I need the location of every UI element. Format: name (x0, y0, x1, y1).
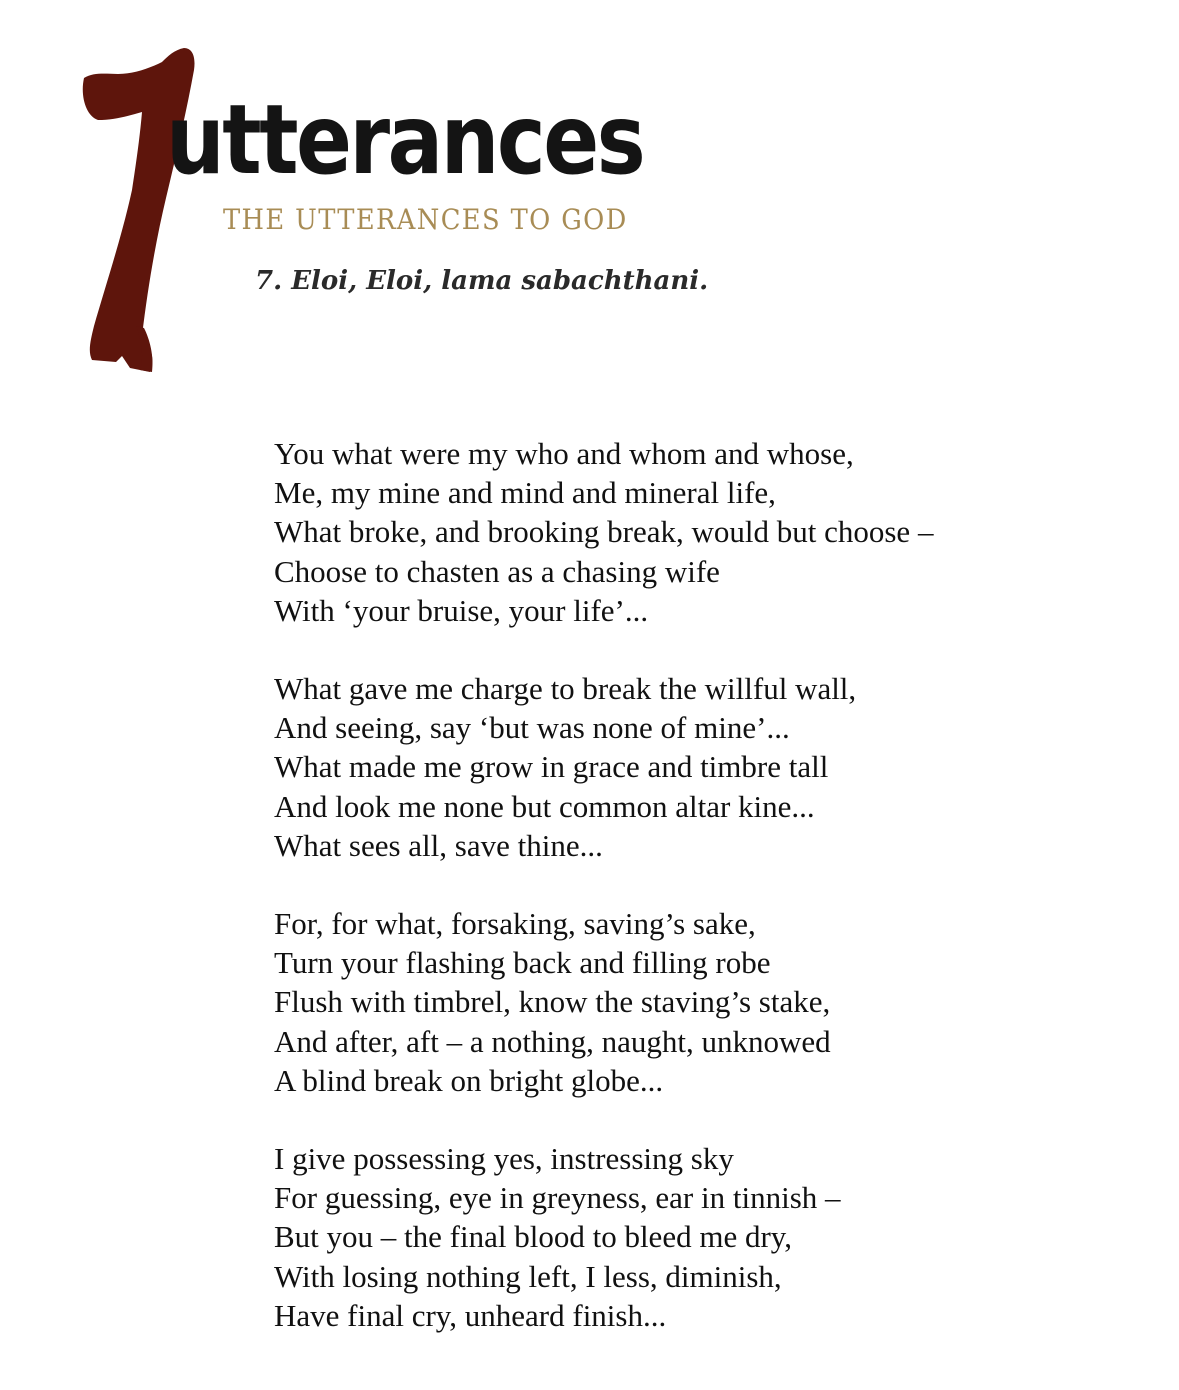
stanza (274, 904, 1134, 1100)
poem-line: And look me none but common altar kine... (274, 788, 815, 824)
poem-line: With losing nothing left, I less, diminish, (274, 1258, 782, 1294)
poem-line: Turn your flashing back and filling robe (274, 945, 771, 981)
poem-line: With ‘your bruise, your life’... (274, 592, 649, 628)
poem-line: For, for what, forsaking, saving’s sake, (274, 906, 756, 942)
poem-line: What made me grow in grace and timbre tall (274, 749, 829, 785)
logo-word: utterances (166, 84, 644, 196)
poem-body (274, 434, 1134, 1374)
utterance-title: 7. Eloi, Eloi, lama sabachthani. (255, 266, 709, 296)
poem-line: And after, aft – a nothing, naught, unknowed (274, 1023, 831, 1059)
poem-line: Flush with timbrel, know the staving’s stake, (274, 984, 831, 1020)
utterances-logo (70, 40, 750, 380)
stanza (274, 1139, 1134, 1335)
poem-line: A blind break on bright globe... (274, 1062, 664, 1098)
stanza (274, 669, 1134, 865)
logo-tagline: THE UTTERANCES TO GOD (223, 203, 628, 236)
poem-line: Choose to chasten as a chasing wife (274, 553, 720, 589)
stanza (274, 434, 1134, 630)
poem-line: What broke, and brooking break, would but choose – (274, 514, 934, 550)
poem-line: You what were my who and whom and whose, (274, 436, 854, 471)
poem-line: What gave me charge to break the willful wall, (274, 671, 857, 707)
poem-line: I give possessing yes, instressing sky (274, 1141, 734, 1177)
poem-line: But you – the final blood to bleed me dry, (274, 1219, 793, 1255)
poem-line: For guessing, eye in greyness, ear in tinnish – (274, 1180, 841, 1216)
poem-line: And seeing, say ‘but was none of mine’... (274, 710, 790, 746)
poem-line: What sees all, save thine... (274, 827, 603, 863)
poem-line: Have final cry, unheard finish... (274, 1297, 667, 1333)
poem-line: Me, my mine and mind and mineral life, (274, 475, 776, 511)
